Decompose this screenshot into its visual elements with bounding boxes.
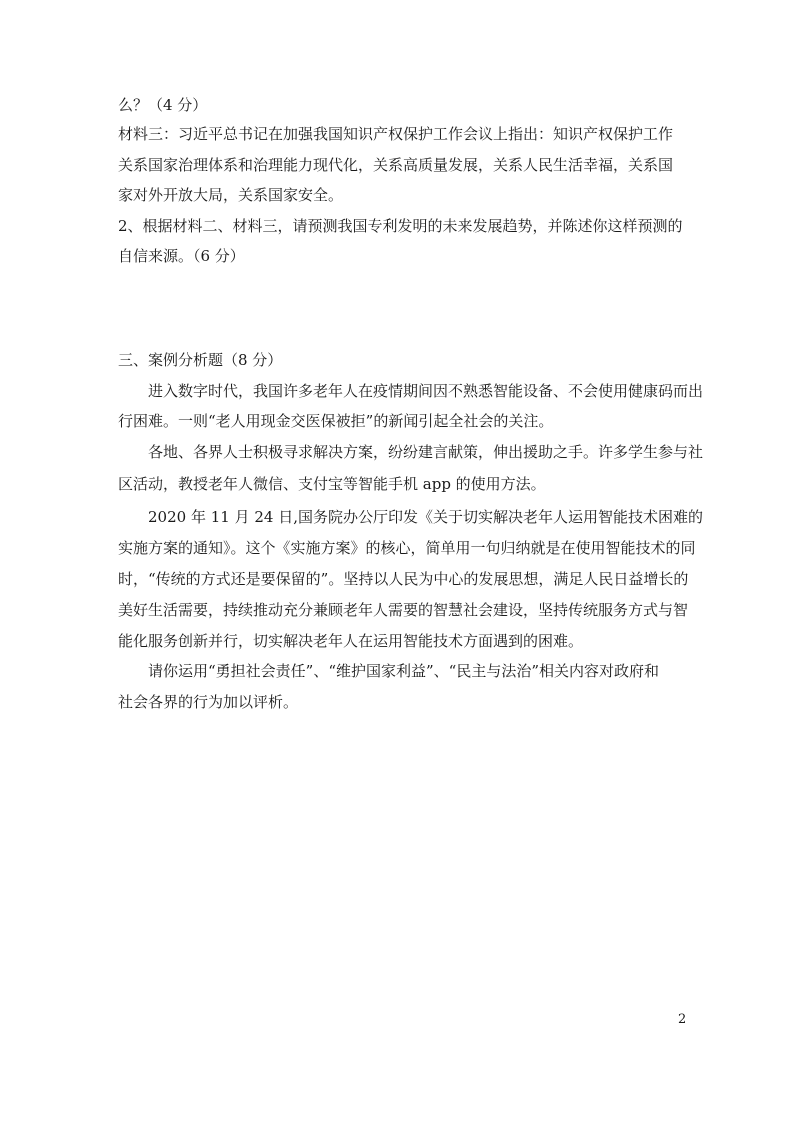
paragraph-line: 美好生活需要，持续推动充分兼顾老年人需要的智慧社会建设，坚持传统服务方式与智 xyxy=(118,601,689,619)
material-3-line: 关系国家治理体系和治理能力现代化，关系高质量发展，关系人民生活幸福，关系国 xyxy=(118,156,674,174)
paragraph-line: 请你运用“勇担社会责任”、“维护国家利益”、“民主与法治”相关内容对政府和 xyxy=(148,662,660,680)
paragraph-line: 时，“传统的方式还是要保留的”。坚持以人民为中心的发展思想，满足人民日益增长的 xyxy=(118,570,689,588)
paragraph-line: 实施方案的通知》。这个《实施方案》的核心，简单用一句归纳就是在使用智能技术的同 xyxy=(118,539,696,557)
question-tail: 么？（4 分） xyxy=(118,96,208,114)
paragraph-line: 区活动，教授老年人微信、支付宝等智能手机 app 的使用方法。 xyxy=(118,475,546,493)
page-number: 2 xyxy=(678,1012,687,1027)
question-2-line: 自信来源。（6 分） xyxy=(118,247,245,265)
paragraph-line: 各地、各界人士积极寻求解决方案，纷纷建言献策，伸出援助之手。许多学生参与社 xyxy=(148,443,704,461)
section-heading: 三、案例分析题（8 分） xyxy=(118,351,283,369)
question-2-line: 2、根据材料二、材料三，请预测我国专利发明的未来发展趋势，并陈述你这样预测的 xyxy=(118,217,683,235)
paragraph-line: 2020 年 11 月 24 日,国务院办公厅印发《关于切实解决老年人运用智能技术困难的 xyxy=(148,508,703,526)
paragraph-line: 进入数字时代，我国许多老年人在疫情期间因不熟悉智能设备、不会使用健康码而出 xyxy=(148,382,704,400)
material-3-line: 家对外开放大局，关系国家安全。 xyxy=(118,186,344,204)
paragraph-line: 行困难。一则“老人用现金交医保被拒”的新闻引起全社会的关注。 xyxy=(118,412,554,430)
paragraph-line: 能化服务创新并行，切实解决老年人在运用智能技术方面遇到的困难。 xyxy=(118,632,584,650)
paragraph-line: 社会各界的行为加以评析。 xyxy=(118,693,299,711)
material-3-line: 材料三：习近平总书记在加强我国知识产权保护工作会议上指出：知识产权保护工作 xyxy=(118,125,674,143)
